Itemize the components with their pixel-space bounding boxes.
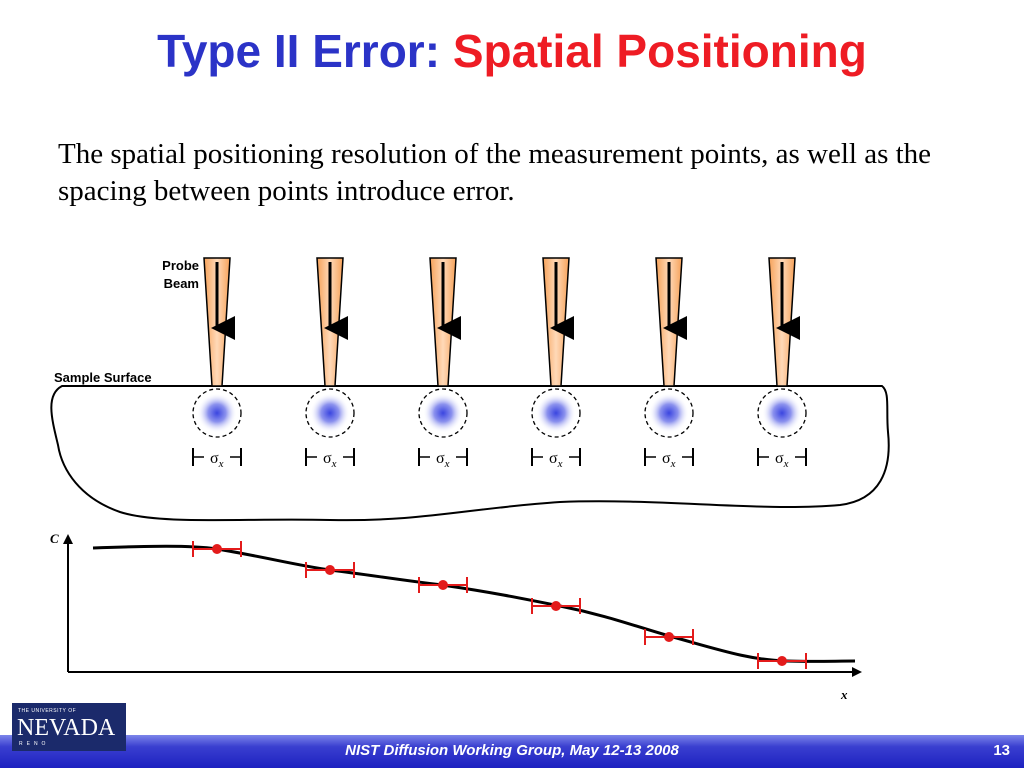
body-text: The spatial positioning resolution of the measurement points, as well as the spacing between points introduce error. (58, 138, 932, 207)
data-point (777, 656, 787, 666)
sigma-label: $\sigma_x$ (549, 450, 563, 470)
concentration-plot (50, 531, 862, 702)
sampling-spot (762, 393, 802, 433)
footer-text: NIST Diffusion Working Group, May 12-13 2008 (345, 742, 679, 759)
page-number: 13 (993, 742, 1010, 759)
sigma-label: $\sigma_x$ (210, 450, 224, 470)
sampling-spot (197, 393, 237, 433)
nevada-logo (12, 703, 126, 751)
sigma-label: $\sigma_x$ (436, 450, 450, 470)
sample-body (51, 386, 888, 520)
data-point (551, 601, 561, 611)
sampling-spot (649, 393, 689, 433)
logo-line3: RENO (19, 741, 50, 747)
sampling-spot (423, 393, 463, 433)
logo-line1: THE UNIVERSITY OF (18, 708, 77, 714)
concentration-curve (93, 546, 855, 661)
title-part-1: Type II Error: (157, 25, 441, 77)
plot-x-axis-arrow (852, 667, 862, 677)
plot-x-label: x (841, 687, 848, 702)
data-point (438, 580, 448, 590)
probe-label-line1: Probe (162, 258, 199, 273)
sigma-label: $\sigma_x$ (662, 450, 676, 470)
sample-surface-label: Sample Surface (54, 370, 152, 385)
probe-label-line2: Beam (163, 276, 199, 291)
data-point (212, 544, 222, 554)
sampling-spot (310, 393, 350, 433)
data-point (325, 565, 335, 575)
title-part-2: Spatial Positioning (452, 25, 867, 77)
plot-y-label: C (50, 531, 59, 546)
logo-line2: NEVADA (17, 715, 116, 741)
data-point (664, 632, 674, 642)
plot-y-axis-arrow (63, 534, 73, 544)
sigma-label: $\sigma_x$ (775, 450, 789, 470)
sampling-spot (536, 393, 576, 433)
sigma-label: $\sigma_x$ (323, 450, 337, 470)
